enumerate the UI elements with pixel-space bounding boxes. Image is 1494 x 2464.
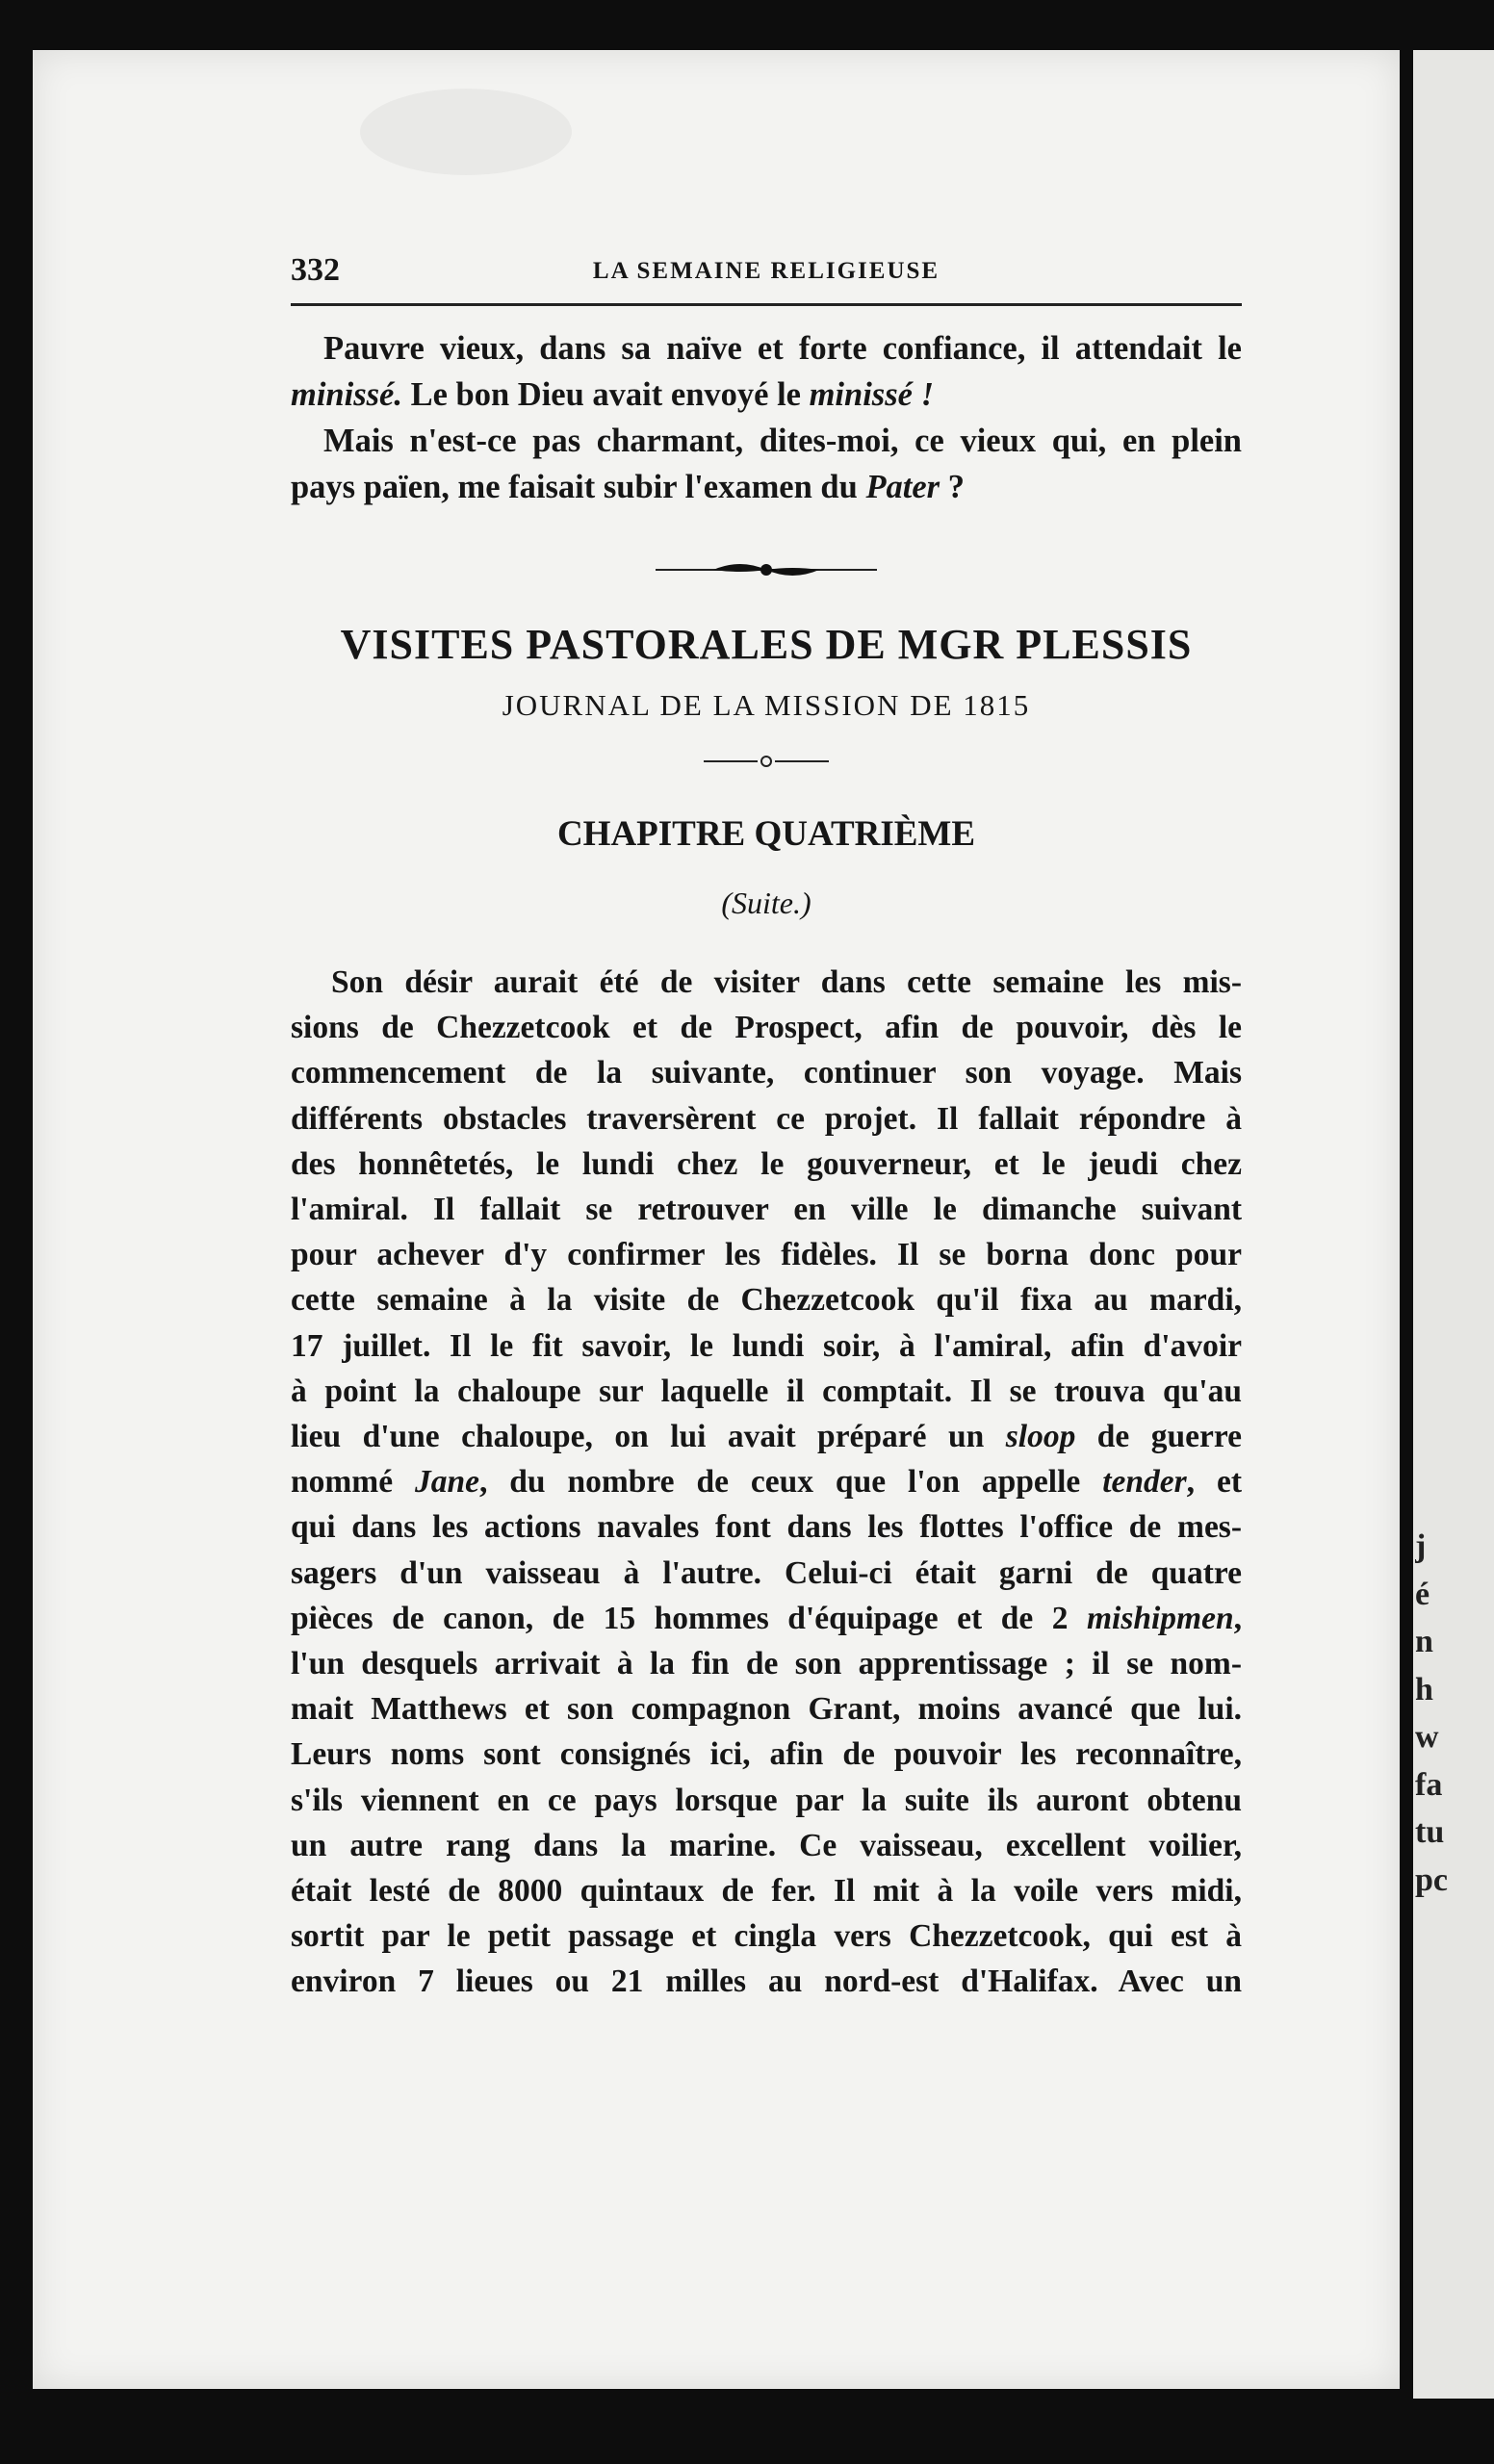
- running-title: LA SEMAINE RELIGIEUSE: [592, 258, 940, 284]
- body-line: l'amiral. Il fallait se retrouver en ville le dimanche suivant: [291, 1192, 1242, 1228]
- body-line: des honnêtetés, le lundi chez le gouverneur, et le jeudi chez: [291, 1145, 1242, 1182]
- intro-line-2: minissé. Le bon Dieu avait envoyé le minissé !: [291, 376, 935, 413]
- page-stain: [360, 89, 572, 175]
- facing-fragment: h: [1415, 1671, 1433, 1707]
- intro-paragraph-2: [291, 418, 1242, 510]
- facing-fragment: fa: [1415, 1766, 1443, 1803]
- body-line: un autre rang dans la marine. Ce vaisseau, excellent voilier,: [291, 1827, 1242, 1863]
- facing-fragment: tu: [1415, 1814, 1445, 1850]
- facing-fragment: w: [1415, 1719, 1439, 1755]
- intro-line-4: pays païen, me faisait subir l'examen du Pater ?: [291, 469, 965, 505]
- body-line: sions de Chezzetcook et de Prospect, afin de pouvoir, dès le: [291, 1010, 1242, 1046]
- body-line: Leurs noms sont consignés ici, afin de pouvoir les reconnaître,: [291, 1736, 1242, 1773]
- body-line: 17 juillet. Il le fit savoir, le lundi soir, à l'amiral, afin d'avoir: [291, 1327, 1242, 1364]
- chapter-note: (Suite.): [721, 886, 811, 920]
- article-subtitle: JOURNAL DE LA MISSION DE 1815: [502, 688, 1031, 722]
- body-line: mait Matthews et son compagnon Grant, moins avancé que lui.: [291, 1691, 1242, 1728]
- body-line: nommé Jane, du nombre de ceux que l'on appelle tender, et: [291, 1464, 1242, 1501]
- body-line: à point la chaloupe sur laquelle il comptait. Il se trouva qu'au: [291, 1373, 1242, 1409]
- body-line: cette semaine à la visite de Chezzetcook qu'il fixa au mardi,: [291, 1282, 1242, 1319]
- facing-fragment: é: [1415, 1576, 1430, 1612]
- intro-line-1: Pauvre vieux, dans sa naïve et forte confiance, il attendait le: [323, 330, 1242, 367]
- body-line: sagers d'un vaisseau à l'autre. Celui-ci était garni de quatre: [291, 1554, 1242, 1591]
- ornament-divider: [656, 558, 877, 581]
- body-line: était lesté de 8000 quintaux de fer. Il mit à la voile vers midi,: [291, 1873, 1242, 1910]
- facing-fragment: n: [1415, 1624, 1433, 1659]
- article-title: VISITES PASTORALES DE MGR PLESSIS: [340, 621, 1193, 668]
- intro-paragraph-1: [291, 325, 1242, 418]
- body-line: environ 7 lieues ou 21 milles au nord-est d'Halifax. Avec un: [291, 1964, 1242, 2000]
- small-divider: [704, 752, 829, 771]
- facing-page-edge: [1413, 50, 1494, 2399]
- body-line: qui dans les actions navales font dans les flottes l'office de mes-: [291, 1509, 1242, 1546]
- body-line: pièces de canon, de 15 hommes d'équipage et de 2 mishipmen,: [291, 1600, 1242, 1636]
- header-rule: [291, 303, 1242, 306]
- facing-fragment: j: [1415, 1528, 1427, 1564]
- article-body: [291, 960, 1242, 2005]
- running-head: [291, 243, 1242, 291]
- body-line: commencement de la suivante, continuer son voyage. Mais: [291, 1055, 1242, 1091]
- chapter-heading: CHAPITRE QUATRIÈME: [556, 814, 976, 854]
- facing-fragment: pc: [1415, 1861, 1448, 1898]
- facing-page-fragments: [1415, 1523, 1492, 1904]
- page-content: [291, 243, 1242, 2005]
- body-line: lieu d'une chaloupe, on lui avait préparé un sloop de guerre: [291, 1419, 1242, 1455]
- body-line: Son désir aurait été de visiter dans cette semaine les mis-: [331, 964, 1242, 1000]
- body-line: pour achever d'y confirmer les fidèles. Il se borna donc pour: [291, 1237, 1242, 1273]
- body-line: sortit par le petit passage et cingla vers Chezzetcook, qui est à: [291, 1918, 1242, 1955]
- body-line: l'un desquels arrivait à la fin de son apprentissage ; il se nom-: [291, 1646, 1242, 1682]
- intro-line-3: Mais n'est-ce pas charmant, dites-moi, ce vieux qui, en plein: [323, 423, 1242, 459]
- page-number: 332: [291, 252, 340, 288]
- body-line: s'ils viennent en ce pays lorsque par la suite ils auront obtenu: [291, 1782, 1242, 1818]
- body-line: différents obstacles traversèrent ce projet. Il fallait répondre à: [291, 1100, 1242, 1137]
